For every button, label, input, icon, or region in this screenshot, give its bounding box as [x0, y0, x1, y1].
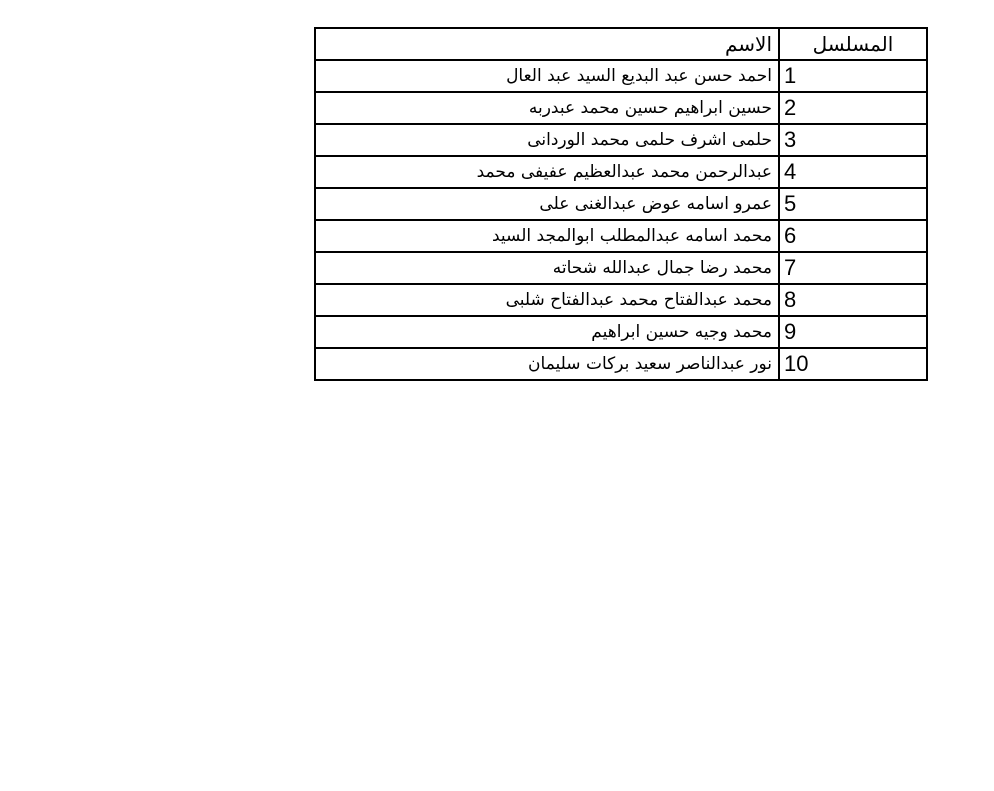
name-cell[interactable]: احمد حسن عبد البديع السيد عبد العال — [315, 60, 779, 92]
serial-cell[interactable]: 6 — [779, 220, 927, 252]
table-row — [315, 284, 927, 316]
name-cell[interactable]: حلمى اشرف حلمى محمد الوردانى — [315, 124, 779, 156]
name-cell[interactable]: محمد رضا جمال عبدالله شحاته — [315, 252, 779, 284]
serial-cell[interactable]: 8 — [779, 284, 927, 316]
table-row — [315, 220, 927, 252]
name-cell[interactable]: حسين ابراهيم حسين محمد عبدربه — [315, 92, 779, 124]
serial-cell[interactable]: 4 — [779, 156, 927, 188]
name-cell[interactable]: نور عبدالناصر سعيد بركات سليمان — [315, 348, 779, 380]
serial-cell[interactable]: 1 — [779, 60, 927, 92]
table-row — [315, 348, 927, 380]
serial-cell[interactable]: 3 — [779, 124, 927, 156]
spreadsheet-sheet — [314, 27, 926, 381]
serial-column-header[interactable]: المسلسل — [779, 28, 927, 60]
table-row — [315, 316, 927, 348]
table-row — [315, 188, 927, 220]
table-row — [315, 92, 927, 124]
name-column-header[interactable]: الاسم — [315, 28, 779, 60]
serial-cell[interactable]: 2 — [779, 92, 927, 124]
names-table — [314, 27, 928, 381]
name-cell[interactable]: محمد اسامه عبدالمطلب ابوالمجد السيد — [315, 220, 779, 252]
name-cell[interactable]: عبدالرحمن محمد عبدالعظيم عفيفى محمد — [315, 156, 779, 188]
table-row — [315, 60, 927, 92]
table-row — [315, 252, 927, 284]
table-row — [315, 124, 927, 156]
serial-cell[interactable]: 5 — [779, 188, 927, 220]
serial-cell[interactable]: 9 — [779, 316, 927, 348]
name-cell[interactable]: عمرو اسامه عوض عبدالغنى على — [315, 188, 779, 220]
table-row — [315, 156, 927, 188]
serial-cell[interactable]: 7 — [779, 252, 927, 284]
name-cell[interactable]: محمد عبدالفتاح محمد عبدالفتاح شلبى — [315, 284, 779, 316]
header-row — [315, 28, 927, 60]
name-cell[interactable]: محمد وجيه حسين ابراهيم — [315, 316, 779, 348]
serial-cell[interactable]: 10 — [779, 348, 927, 380]
